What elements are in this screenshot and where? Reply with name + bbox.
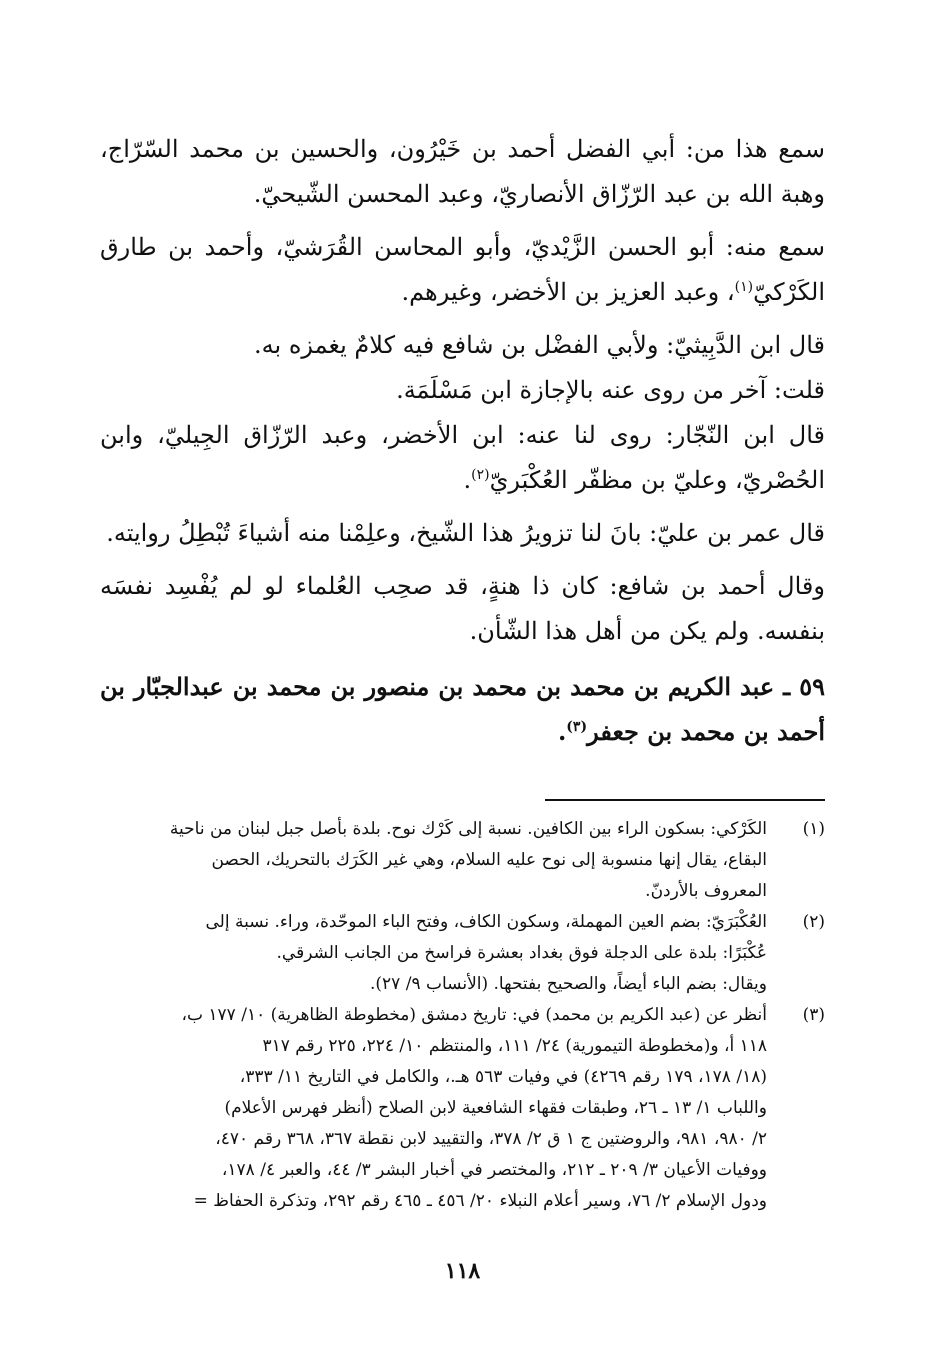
footnote-text: العُكْبَرَيّ: بضم العين المهملة، وسكون الكاف، وفتح الباء الموحّدة، وراء. نسبة إلى عُكْبَرًا: بلدة على الدجلة فوق بغداد بعشرة فراسخ من الجانب الشرقي. ويقال: بضم الباء أيضاً، والصحيح بفتحها. (الأنساب ٩/ ٢٧). [205, 912, 767, 994]
footnote-number: (٣) [802, 1005, 825, 1025]
footnote-ref-2: (٢) [471, 467, 490, 483]
paragraph-najjar: قال ابن النّجّار: روى لنا عنه: ابن الأخضر، وعبد الرّزّاق الجِيليّ، وابن الحُصْريّ، وعليّ بن مظفّر العُكْبَريّ$^{(٢)}$. [100, 421, 825, 494]
paragraph-heard-by: سمع منه: أبو الحسن الزَّيْديّ، وأبو المحاسن القُرَشيّ، وأحمد بن طارق الكَرْكيّ$^{(١)}$، وعبد العزيز بن الأخضر، وغيرهم. [100, 233, 825, 306]
footnote-number: (٢) [802, 912, 825, 932]
footnote-text: الكَرْكي: بسكون الراء بين الكافين. نسبة إلى كَرْك نوح. بلدة بأصل جبل لبنان من ناحية البقاع، يقال إنها منسوبة إلى نوح عليه السلام، وهي غير الكَرَك بالتحريك، الحصن المعروف بالأردنّ. [169, 819, 767, 901]
main-text [100, 127, 825, 754]
footnote-ref-1: (١) [734, 279, 754, 295]
entry-heading-59: ٥٩ ـ عبد الكريم بن محمد بن محمد بن منصور بن محمد بن عبدالجبّار بن أحمد بن محمد بن جعفر$^{(٣)}$. [100, 672, 825, 746]
footnote-ref-3: (٣) [566, 719, 588, 735]
footnote-1 [100, 814, 825, 907]
paragraph-heard-from: سمع هذا من: أبي الفضل أحمد بن خَيْرُون، والحسين بن محمد السّرّاج، وهبة الله بن عبد الرّزّاق الأنصاريّ، وعبد المحسن الشّيحيّ. [100, 135, 825, 208]
paragraph-ahmad-shafi: وقال أحمد بن شافع: كان ذا هنةٍ، قد صحِب العُلماء لو لم يُفْسِد نفسَه بنفسه. ولم يكن من أهل هذا الشّأن. [100, 572, 825, 645]
paragraph-ijaza: قلت: آخر من روى عنه بالإجازة ابن مَسْلَمَة. [396, 376, 825, 404]
footnote-text: أنظر عن (عبد الكريم بن محمد) في: تاريخ دمشق (مخطوطة الظاهرية) ١٠/ ١٧٧ ب، ١١٨ أ، و(مخطوطة التيمورية) ٢٤/ ١١١، والمنتظم ١٠/ ٢٢٤، ٢٢٥ رقم ٣١٧ (١٨/ ١٧٨، ١٧٩ رقم ٤٢٦٩) في وفيات ٥٦٣ هـ.، والكامل في التاريخ ١١/ ٣٣٣، واللباب ١/ ١٣ ـ ٢٦، وطبقات فقهاء الشافعية لابن الصلاح (أنظر فهرس الأعلام) ٢/ ٩٨٠، ٩٨١، والروضتين ج ١ ق ٢/ ٣٧٨، والتقييد لابن نقطة ٣٦٧، ٣٦٨ رقم ٤٧٠، ووفيات الأعيان ٣/ ٢٠٩ ـ ٢١٢، والمختصر في أخبار البشر ٣/ ٤٤، والعبر ٤/ ١٧٨، ودول الإسلام ٢/ ٧٦، وسير أعلام النبلاء ٢٠/ ٤٥٦ ـ ٤٦٥ رقم ٢٩٢، وتذكرة الحفاظ = [181, 1005, 767, 1211]
footnote-3 [100, 1000, 825, 1217]
page-number: ١١٨ [444, 1258, 481, 1284]
book-page [100, 0, 825, 1369]
paragraph-umar: قال عمر بن عليّ: بانَ لنا تزويرُ هذا الشّيخ، وعلِمْنا منه أشياءَ تُبْطِلُ روايته. [106, 519, 825, 547]
paragraph-dubaythi: قال ابن الدَّبِيثيّ: ولأبي الفضْل بن شافع فيه كلامٌ يغمزه به. [254, 331, 825, 359]
footnotes [100, 814, 825, 1217]
footnote-separator [545, 799, 825, 801]
footnote-2 [100, 907, 825, 1000]
footnote-number: (١) [802, 819, 825, 839]
